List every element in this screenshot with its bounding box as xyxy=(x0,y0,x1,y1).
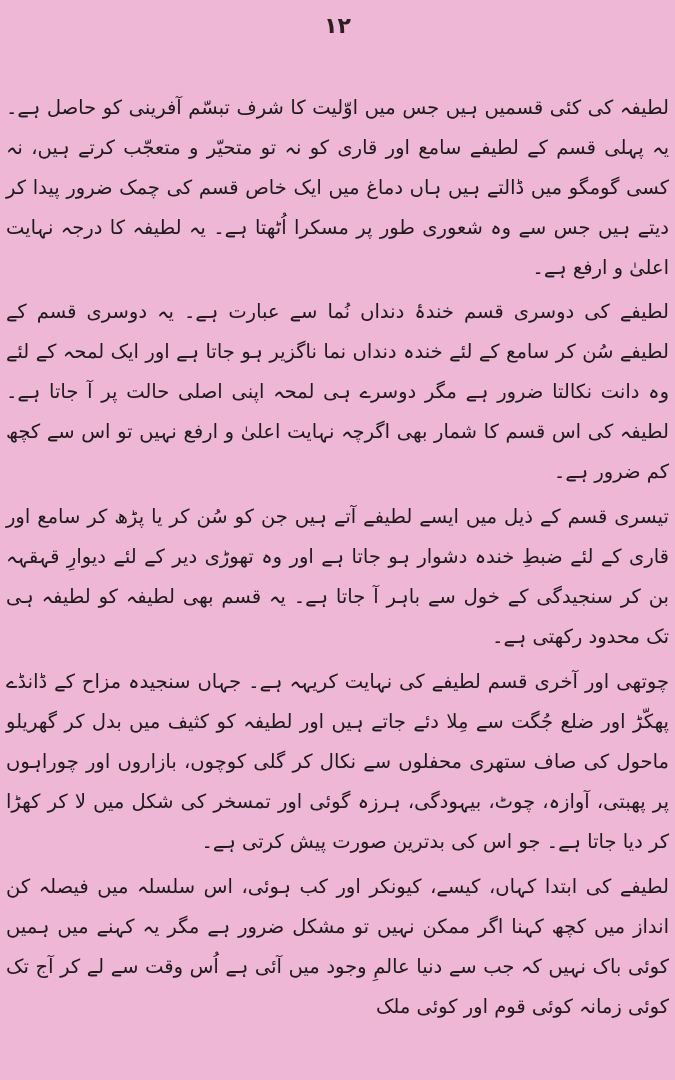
page-number: ۱۲ xyxy=(324,14,351,39)
paragraph-4: چوتھی اور آخری قسم لطیفے کی نہایت کریہہ ہے۔ جہاں سنجیدہ مزاح کے ڈانڈے پھکّڑ اور ضلع جُگت سے مِلا دئے جاتے ہیں اور لطیفہ کو کثیف میں بدل کر گھریلو ماحول کی صاف ستھری محفلوں سے نکال کر گلی کوچوں، بازاروں اور چوراہوں پر پھبتی، آوازہ، چوٹ، بیہودگی، ہرزہ گوئی اور تمسخر کی شکل میں لا کر کھڑا کر دیا جاتا ہے۔ جو اس کی بدترین صورت پیش کرتی ہے۔ xyxy=(6,670,669,853)
page-body xyxy=(6,88,669,1032)
paragraph-2: لطیفے کی دوسری قسم خندۂ دنداں نُما سے عبارت ہے۔ یہ دوسری قسم کے لطیفے سُن کر سامع کے لئے خندہ دنداں نما ناگزیر ہو جاتا ہے اور ایک لمحہ کے لئے وہ دانت نکالتا ضرور ہے مگر دوسرے ہی لمحہ اپنی اصلی حالت پر آ جاتا ہے۔ لطیفہ کی اس قسم کا شمار بھی اگرچہ نہایت اعلیٰ و ارفع نہیں تو اس سے کچھ کم ضرور ہے۔ xyxy=(6,300,669,483)
paragraph-1: لطیفہ کی کئی قسمیں ہیں جس میں اوّلیت کا شرف تبسّم آفرینی کو حاصل ہے۔ یہ پہلی قسم کے لطیفے سامع اور قاری کو نہ تو متحیّر و متعجّب کرتے ہیں، نہ کسی گومگو میں ڈالتے ہیں ہاں دماغ میں ایک خاص قسم کی چمک ضرور پیدا کر دیتے ہیں جس سے وہ شعوری طور پر مسکرا اُٹھتا ہے۔ یہ لطیفہ کا درجہ نہایت اعلیٰ و ارفع ہے۔ xyxy=(6,96,669,279)
paragraph-5: لطیفے کی ابتدا کہاں، کیسے، کیونکر اور کب ہوئی، اس سلسلہ میں فیصلہ کن انداز میں کچھ کہنا اگر ممکن نہیں تو مشکل ضرور ہے مگر یہ کہنے میں ہمیں کوئی باک نہیں کہ جب سے دنیا عالمِ وجود میں آئی ہے اُس وقت سے لے کر آج تک کوئی زمانہ کوئی قوم اور کوئی ملک xyxy=(6,875,669,1018)
paragraph-3: تیسری قسم کے ذیل میں ایسے لطیفے آتے ہیں جن کو سُن کر یا پڑھ کر سامع اور قاری کے لئے ضبطِ خندہ دشوار ہو جاتا ہے اور وہ تھوڑی دیر کے لئے دیوارِ قہقہہ بن کر سنجیدگی کے خول سے باہر آ جاتا ہے۔ یہ قسم بھی لطیفہ کو لطیفہ ہی تک محدود رکھتی ہے۔ xyxy=(6,505,669,648)
